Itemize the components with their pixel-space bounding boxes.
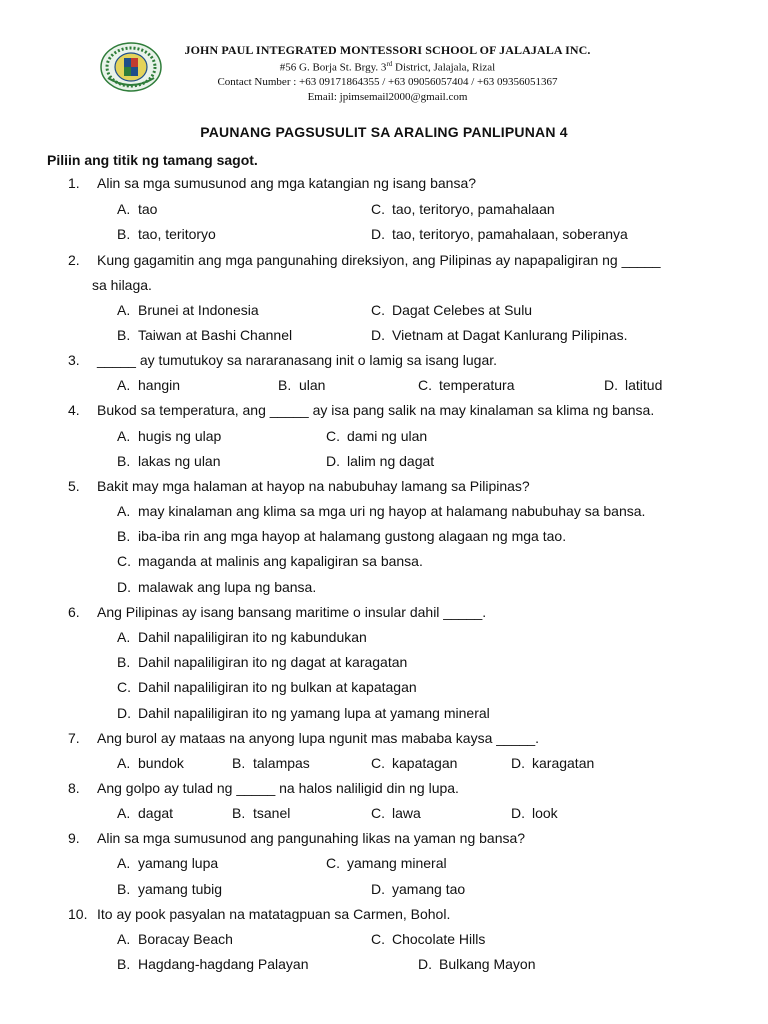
question-number: 9.	[68, 830, 80, 846]
choice-row	[0, 577, 768, 597]
choice-row	[0, 224, 768, 244]
choice-d: D. latitud	[604, 377, 663, 393]
choice-a: A. Boracay Beach	[117, 931, 233, 947]
choice-a: A. hangin	[117, 377, 181, 393]
choice-row	[0, 753, 768, 773]
choice-a: A. yamang lupa	[117, 855, 219, 871]
question-6	[0, 602, 768, 622]
choice-d: D. Dahil napaliligiran ito ng yamang lupa at yamang mineral	[117, 705, 490, 721]
question-number: 10.	[68, 906, 88, 922]
question-10	[0, 904, 768, 924]
choice-d: D. malawak ang lupa ng bansa.	[117, 579, 317, 595]
choice-a: A. hugis ng ulap	[117, 428, 222, 444]
question-2	[0, 250, 768, 270]
choice-d: D. yamang tao	[371, 881, 466, 897]
choice-row	[0, 551, 768, 571]
question-number: 7.	[68, 730, 80, 746]
choice-row	[0, 954, 768, 974]
choice-a: A. dagat	[117, 805, 174, 821]
choice-c: C. Dahil napaliligiran ito ng bulkan at kapatagan	[117, 679, 417, 695]
question-text: Kung gagamitin ang mga pangunahing direksiyon, ang Pilipinas ay napapaligiran ng _____	[97, 252, 661, 268]
question-8	[0, 778, 768, 798]
question-text: _____ ay tumutukoy sa nararanasang init o lamig sa isang lugar.	[97, 352, 498, 368]
question-9	[0, 828, 768, 848]
choice-d: D. look	[511, 805, 558, 821]
question-1	[0, 173, 768, 193]
question-7	[0, 728, 768, 748]
choice-row	[0, 879, 768, 899]
choice-row	[0, 627, 768, 647]
choice-row	[0, 526, 768, 546]
question-number: 5.	[68, 478, 80, 494]
choice-d: D. Vietnam at Dagat Kanlurang Pilipinas.	[371, 327, 628, 343]
question-number: 6.	[68, 604, 80, 620]
choice-d: D. Bulkang Mayon	[418, 956, 536, 972]
choice-c: C. kapatagan	[371, 755, 458, 771]
school-email: Email: jpimsemail2000@gmail.com	[307, 90, 468, 103]
choice-c: C. yamang mineral	[326, 855, 447, 871]
question-4	[0, 400, 768, 420]
choice-c: C. temperatura	[418, 377, 515, 393]
choice-row	[0, 929, 768, 949]
choice-b: B. Taiwan at Bashi Channel	[117, 327, 293, 343]
choice-b: B. yamang tubig	[117, 881, 223, 897]
school-seal-logo	[100, 42, 162, 92]
choice-row	[0, 199, 768, 219]
school-contact: Contact Number : +63 09171864355 / +63 09056057404 / +63 09356051367	[217, 76, 558, 89]
choice-row	[0, 375, 768, 395]
choice-b: B. ulan	[278, 377, 326, 393]
choice-row	[0, 300, 768, 320]
choice-row	[0, 426, 768, 446]
choice-b: B. iba-iba rin ang mga hayop at halamang gustong alagaan ng mga tao.	[117, 528, 567, 544]
choice-b: B. lakas ng ulan	[117, 453, 221, 469]
school-address: #56 G. Borja St. Brgy. 3rd District, Jalajala, Rizal	[279, 60, 496, 74]
exam-title: PAUNANG PAGSUSULIT SA ARALING PANLIPUNAN 4	[200, 124, 568, 140]
question-text: Bakit may mga halaman at hayop na nabubuhay lamang sa Pilipinas?	[97, 478, 530, 494]
question-number: 2.	[68, 252, 80, 268]
choice-d: D. lalim ng dagat	[326, 453, 435, 469]
choice-b: B. Dahil napaliligiran ito ng dagat at karagatan	[117, 654, 408, 670]
letterhead	[0, 0, 768, 110]
choice-b: B. tao, teritoryo	[117, 226, 216, 242]
question-number: 1.	[68, 175, 80, 191]
question-text-continued: sa hilaga.	[92, 277, 152, 293]
choice-c: C. dami ng ulan	[326, 428, 428, 444]
question-5	[0, 476, 768, 496]
choice-a: A. Dahil napaliligiran ito ng kabundukan	[117, 629, 367, 645]
question-text: Bukod sa temperatura, ang _____ ay isa pang salik na may kinalaman sa klima ng bansa.	[97, 402, 655, 418]
choice-c: C. maganda at malinis ang kapaligiran sa bansa.	[117, 553, 423, 569]
choice-a: A. bundok	[117, 755, 184, 771]
question-text: Ang Pilipinas ay isang bansang maritime o insular dahil _____.	[97, 604, 487, 620]
question-number: 4.	[68, 402, 80, 418]
question-text: Ito ay pook pasyalan na matatagpuan sa Carmen, Bohol.	[97, 906, 451, 922]
choice-a: A. Brunei at Indonesia	[117, 302, 259, 318]
choice-b: B. talampas	[232, 755, 310, 771]
question-text: Alin sa mga sumusunod ang mga katangian ng isang bansa?	[97, 175, 477, 191]
choice-row	[0, 325, 768, 345]
choice-d: D. karagatan	[511, 755, 595, 771]
question-text: Ang burol ay mataas na anyong lupa ngunit mas mababa kaysa _____.	[97, 730, 540, 746]
choice-b: B. Hagdang-hagdang Palayan	[117, 956, 309, 972]
choice-row	[0, 451, 768, 471]
choice-c: C. Dagat Celebes at Sulu	[371, 302, 533, 318]
choice-row	[0, 703, 768, 723]
choice-row	[0, 853, 768, 873]
choice-row	[0, 803, 768, 823]
choice-c: C. Chocolate Hills	[371, 931, 486, 947]
choice-a: A. may kinalaman ang klima sa mga uri ng hayop at halamang nabubuhay sa bansa.	[117, 503, 646, 519]
question-3	[0, 350, 768, 370]
question-2-continued	[0, 275, 768, 295]
choice-c: C. lawa	[371, 805, 421, 821]
instructions: Piliin ang titik ng tamang sagot.	[47, 152, 258, 168]
choice-c: C. tao, teritoryo, pamahalaan	[371, 201, 555, 217]
question-number: 3.	[68, 352, 80, 368]
choice-d: D. tao, teritoryo, pamahalaan, soberanya	[371, 226, 628, 242]
choice-row	[0, 652, 768, 672]
question-text: Ang golpo ay tulad ng _____ na halos naliligid din ng lupa.	[97, 780, 459, 796]
choice-b: B. tsanel	[232, 805, 291, 821]
choice-a: A. tao	[117, 201, 158, 217]
question-number: 8.	[68, 780, 80, 796]
choice-row	[0, 677, 768, 697]
school-name: JOHN PAUL INTEGRATED MONTESSORI SCHOOL OF JALAJALA INC.	[184, 43, 591, 57]
choice-row	[0, 501, 768, 521]
question-text: Alin sa mga sumusunod ang pangunahing likas na yaman ng bansa?	[97, 830, 526, 846]
